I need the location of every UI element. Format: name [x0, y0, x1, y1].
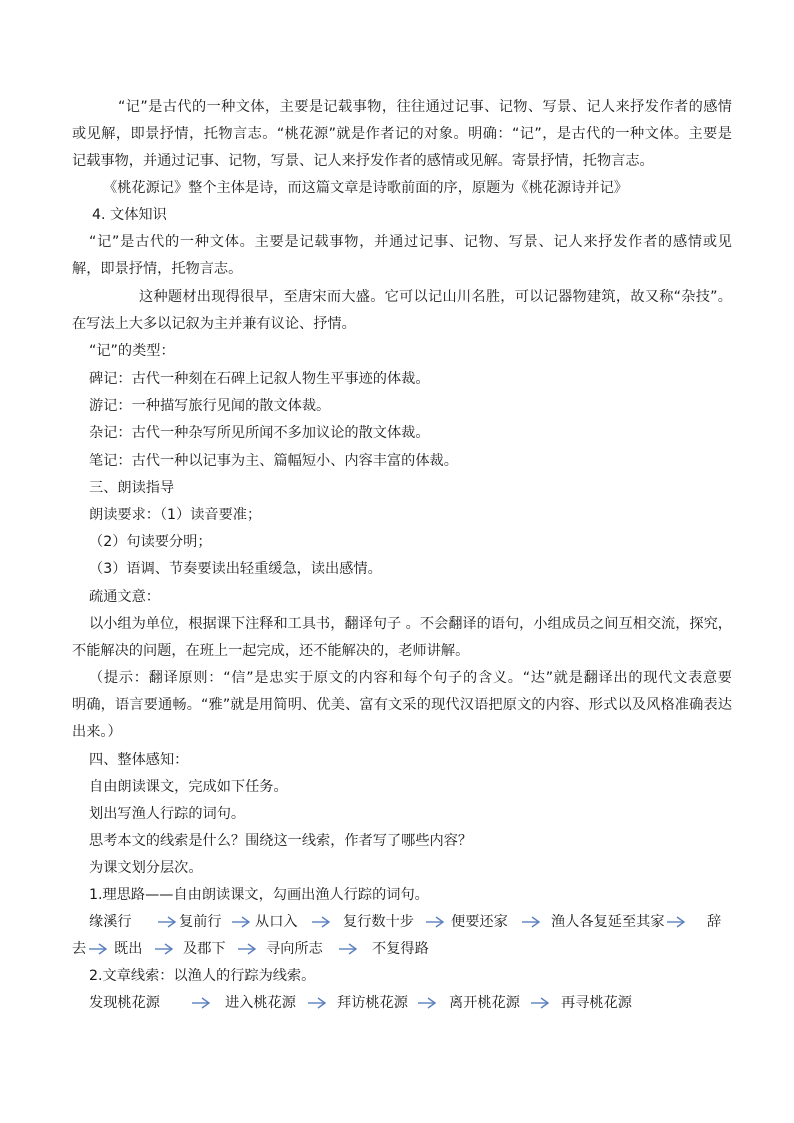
list-item: 碑记：古代一种刻在石碑上记叙人物生平事迹的体裁。	[89, 371, 430, 387]
list-item: 杂记：古代一种杂写所见所闻不多加议论的散文体裁。	[89, 425, 430, 441]
section-heading: 4. 文体知识	[92, 207, 167, 223]
route-step: 离开桃花源	[449, 995, 520, 1011]
arrow-right-icon	[231, 916, 251, 928]
section-heading: 三、朗读指导	[89, 480, 175, 496]
route-step: 进入桃花源	[225, 995, 296, 1011]
route-step: 寻向所志	[266, 941, 323, 957]
arrow-right-icon	[311, 916, 331, 928]
route-step: 渔人各复延至其家	[551, 914, 665, 930]
route-flow-row-1	[0, 912, 794, 934]
paragraph-line: 在写法上大多以记叙为主并兼有议论、抒情。	[72, 316, 356, 332]
arrow-right-icon	[237, 943, 257, 955]
arrow-right-icon	[521, 916, 541, 928]
route-step: 不复得路	[372, 941, 429, 957]
arrow-right-icon	[88, 943, 108, 955]
arrow-right-icon	[338, 943, 358, 955]
paragraph-line: 1.理思路——自由朗读课文，勾画出渔人行踪的词句。	[89, 887, 429, 903]
route-step: 从口入	[255, 914, 298, 930]
route-step: 去	[72, 941, 87, 957]
route-step: 发现桃花源	[89, 995, 160, 1011]
paragraph-line: 明确，语言要通畅。“雅”就是用简明、优美、富有文采的现代汉语把原文的内容、形式以及风格准确表达	[72, 697, 732, 713]
route-step: 拜访桃花源	[337, 995, 408, 1011]
paragraph-line: “记”是古代的一种文体，主要是记载事物，往往通过记事、记物、写景、记人来抒发作者的感情	[118, 99, 732, 115]
paragraph-line: “记”是古代的一种文体。主要是记载事物，并通过记事、记物、写景、记人来抒发作者的感情或见	[89, 234, 732, 250]
route-step: 复前行	[179, 914, 222, 930]
paragraph-line: 疏通文意：	[89, 589, 160, 605]
paragraph-line: （提示：翻译原则：“信”是忠实于原文的内容和每个句子的含义。“达”就是翻译出的现代文表意要	[89, 670, 732, 686]
paragraph-line: 记载事物，并通过记事、记物，写景、记人来抒发作者的感情或见解。寄景抒情，托物言志。	[72, 153, 654, 169]
paragraph-line: 朗读要求：（1）读音要准；	[89, 507, 262, 523]
paragraph-line: “记”的类型：	[89, 343, 175, 359]
route-step: 复行数十步	[343, 914, 414, 930]
paragraph-line: 划出写渔人行踪的词句。	[89, 806, 246, 822]
paragraph-line: （3）语调、节奏要读出轻重缓急，读出感情。	[89, 561, 382, 577]
route-step: 既出	[114, 941, 143, 957]
route-step: 再寻桃花源	[561, 995, 632, 1011]
paragraph-line: 解，即景抒情，托物言志。	[72, 261, 243, 277]
paragraph-line: 或见解，即景抒情，托物言志。“桃花源”就是作者记的对象。明确：“记”，是古代的一种文体。主要是	[72, 126, 732, 142]
route-step: 缘溪行	[89, 914, 132, 930]
paragraph-line: 2.文章线索：以渔人的行踪为线索。	[89, 968, 316, 984]
paragraph-line: 为课文划分层次。	[89, 860, 203, 876]
arrow-right-icon	[307, 997, 327, 1009]
route-step: 辞	[707, 914, 722, 930]
arrow-right-icon	[666, 916, 686, 928]
paragraph-line: 出来。）	[72, 724, 122, 740]
route-step: 及郡下	[183, 941, 226, 957]
paragraph-line: 不能解决的问题，在班上一起完成，还不能解决的，老师讲解。	[72, 643, 470, 659]
arrow-right-icon	[530, 997, 550, 1009]
arrow-right-icon	[191, 997, 211, 1009]
paragraph-line: 自由朗读课文，完成如下任务。	[89, 779, 288, 795]
section-heading: 四、整体感知：	[89, 752, 189, 768]
arrow-right-icon	[154, 943, 174, 955]
route-flow-row-2	[0, 939, 794, 961]
paragraph-line: 这种题材出现得很早，至唐宋而大盛。它可以记山川名胜，可以记器物建筑，故又称“杂技”。	[139, 289, 732, 305]
list-item: 游记：一种描写旅行见闻的散文体裁。	[89, 398, 331, 414]
paragraph-line: 以小组为单位，根据课下注释和工具书，翻译句子 。不会翻译的语句，小组成员之间互相交流，探究，	[89, 616, 732, 632]
paragraph-line: 《桃花源记》整个主体是诗，而这篇文章是诗歌前面的序，原题为《桃花源诗并记》	[103, 180, 628, 196]
paragraph-line: 思考本文的线索是什么？围绕这一线索，作者写了哪些内容？	[89, 833, 473, 849]
arrow-right-icon	[417, 997, 437, 1009]
list-item: 笔记：古代一种以记事为主、篇幅短小、内容丰富的体裁。	[89, 453, 458, 469]
route-flow-row-3	[0, 993, 794, 1015]
paragraph-line: （2）句读要分明；	[89, 534, 212, 550]
arrow-right-icon	[157, 916, 177, 928]
arrow-right-icon	[425, 916, 445, 928]
route-step: 便要还家	[451, 914, 508, 930]
